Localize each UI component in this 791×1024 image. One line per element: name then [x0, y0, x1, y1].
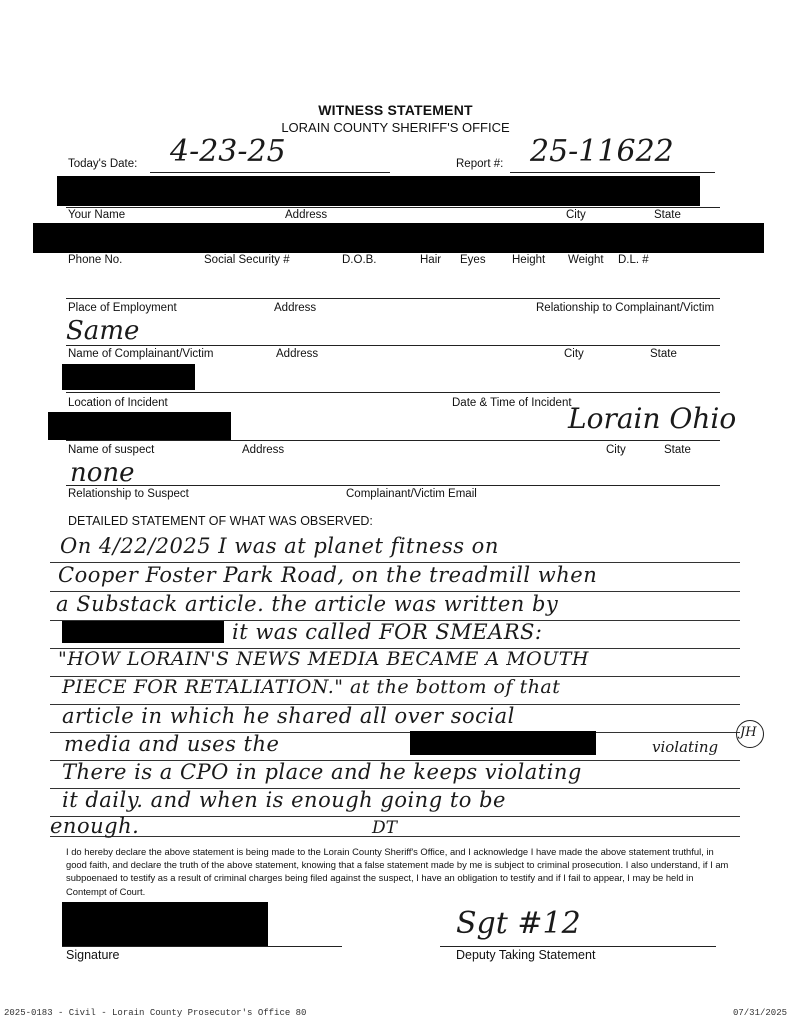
- employment-address-label: Address: [274, 302, 317, 314]
- deputy-label: Deputy Taking Statement: [456, 948, 596, 962]
- dob-label: D.O.B.: [342, 254, 377, 266]
- statement-line: PIECE FOR RETALIATION." at the bottom of that: [62, 676, 561, 698]
- suspect-address-label: Address: [242, 444, 285, 456]
- dl-label: D.L. #: [618, 254, 649, 266]
- statement-heading: DETAILED STATEMENT OF WHAT WAS OBSERVED:: [68, 514, 373, 528]
- incident-city-label: City: [606, 444, 626, 456]
- redaction-location: [62, 364, 195, 390]
- complainant-state-label: State: [650, 348, 677, 360]
- statement-line: a Substack article. the article was written by: [56, 592, 559, 616]
- end-mark: DT: [372, 818, 397, 838]
- your-name-label: Your Name: [68, 209, 126, 221]
- statement-line: On 4/22/2025 I was at planet fitness on: [60, 534, 499, 558]
- state-label: State: [654, 209, 681, 221]
- date-time-incident-label: Date & Time of Incident: [452, 397, 572, 409]
- height-label: Height: [512, 254, 546, 266]
- hair-label: Hair: [420, 254, 442, 266]
- initials-circle: [736, 720, 764, 748]
- redaction-phone-ssn-dob: [33, 223, 764, 253]
- statement-line: media and uses the: [64, 732, 280, 756]
- relationship-value: none: [70, 458, 135, 488]
- city-label: City: [566, 209, 586, 221]
- date-label: Today's Date:: [68, 158, 138, 170]
- signature-label: Signature: [66, 948, 120, 962]
- report-value: 25-11622: [530, 134, 674, 169]
- statement-line: it was called FOR SMEARS:: [232, 620, 543, 644]
- phone-label: Phone No.: [68, 254, 123, 266]
- suspect-name-label: Name of suspect: [68, 444, 155, 456]
- address-label: Address: [285, 209, 328, 221]
- employment-label: Place of Employment: [68, 302, 177, 314]
- redaction-name-address: [57, 176, 700, 206]
- location-label: Location of Incident: [68, 397, 168, 409]
- deputy-signature: Sgt #12: [456, 906, 581, 941]
- document-title: WITNESS STATEMENT: [318, 102, 473, 118]
- statement-line: There is a CPO in place and he keeps violating: [62, 760, 582, 784]
- redaction-author: [62, 621, 224, 643]
- date-value: 4-23-25: [170, 134, 286, 169]
- complainant-city-label: City: [564, 348, 584, 360]
- complainant-email-label: Complainant/Victim Email: [346, 488, 477, 500]
- incident-state-label: State: [664, 444, 691, 456]
- initials-text: JH: [740, 725, 757, 740]
- complainant-address-label: Address: [276, 348, 319, 360]
- incident-city-value: Lorain Ohio: [568, 402, 737, 435]
- redaction-suspect-name: [48, 412, 231, 440]
- footer-right: 07/31/2025: [732, 1008, 787, 1018]
- weight-label: Weight: [568, 254, 604, 266]
- office-name: LORAIN COUNTY SHERIFF'S OFFICE: [281, 120, 510, 135]
- report-label: Report #:: [456, 158, 504, 170]
- statement-line: it daily. and when is enough going to be: [62, 788, 506, 812]
- declaration-text: I do hereby declare the above statement is being made to the Lorain County Sheriff's Office, and I acknowledge I have made the above statement truthful, in good faith, and declare the truth of the above statement, knowing that a false statement made by me is subject to criminal prosecution. I also understand, if I am subpoenaed to testify as a result of criminal charges being filed against the suspect, I have an obligation to testify and if I fail to appear, I may be held in Contempt of Court.: [66, 846, 729, 897]
- relationship-suspect-label: Relationship to Suspect: [68, 488, 189, 500]
- statement-line: enough.: [50, 814, 140, 838]
- relationship-complainant-label: Relationship to Complainant/Victim: [536, 302, 715, 314]
- ssn-label: Social Security #: [204, 254, 290, 266]
- redaction-signature: [62, 902, 268, 946]
- violating-note: violating: [652, 738, 719, 756]
- statement-line: Cooper Foster Park Road, on the treadmill when: [58, 563, 598, 587]
- complainant-value: Same: [66, 316, 140, 346]
- eyes-label: Eyes: [460, 254, 486, 266]
- statement-line: article in which he shared all over social: [62, 704, 515, 728]
- complainant-name-label: Name of Complainant/Victim: [68, 348, 214, 360]
- footer-left: 2025-0183 - Civil - Lorain County Prosecutor's Office 80: [4, 1008, 307, 1018]
- statement-line: "HOW LORAIN'S NEWS MEDIA BECAME A MOUTH: [58, 648, 589, 670]
- redaction-media-name: [410, 731, 596, 755]
